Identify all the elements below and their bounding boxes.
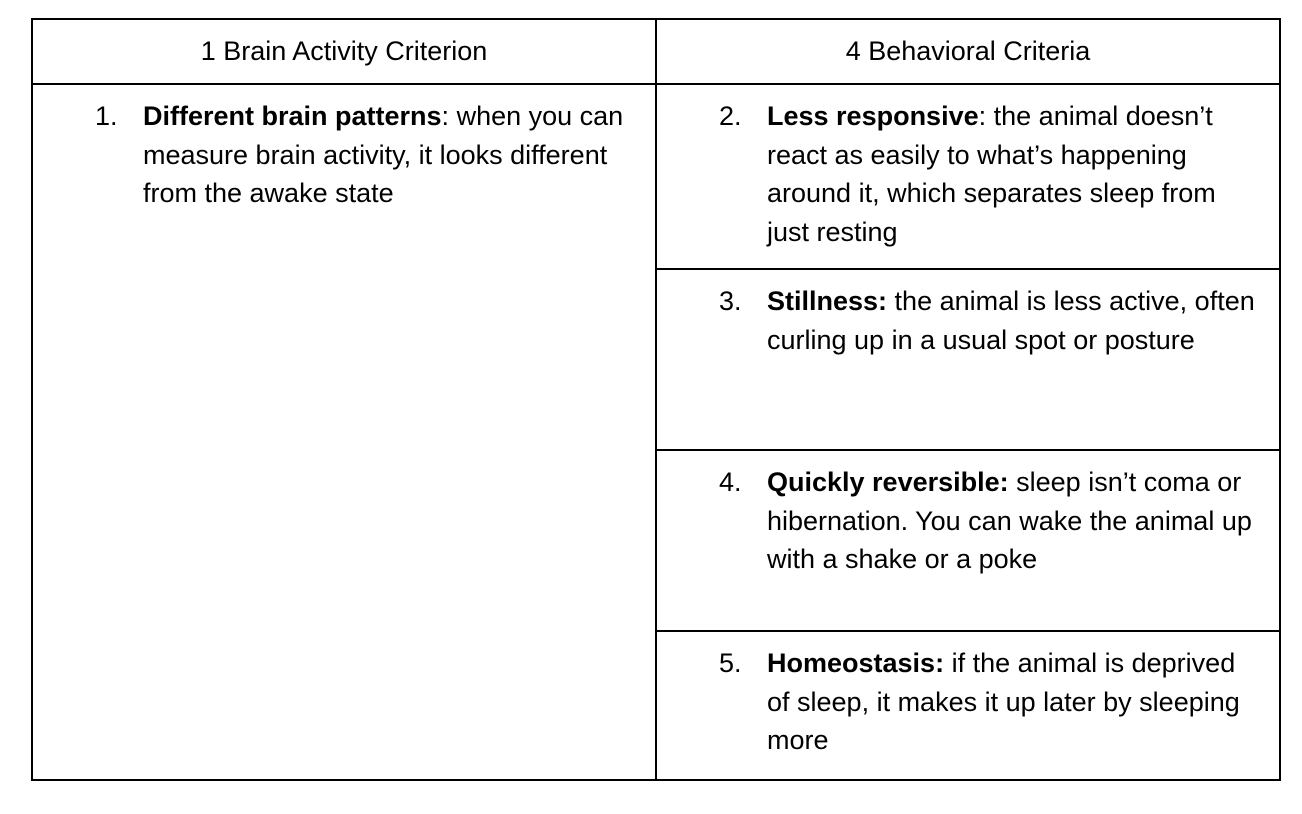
- criterion-number: 3.: [719, 286, 742, 316]
- criterion-term: Quickly reversible:: [767, 467, 1009, 497]
- criterion-number: 1.: [95, 101, 118, 131]
- behavioral-cell: [656, 84, 1280, 269]
- criterion-separator: :: [441, 101, 450, 131]
- criterion-description: the animal is less active, often curling up in a usual spot or posture: [767, 286, 1255, 355]
- criterion-description: the animal doesn’t react as easily to what’s happening around it, which separates sleep from just resting: [767, 101, 1216, 247]
- criterion-description: when you can measure brain activity, it looks different from the awake state: [143, 101, 624, 208]
- brain-activity-cell: [32, 84, 656, 780]
- criterion-number: 4.: [719, 467, 742, 497]
- behavioral-cell: [656, 631, 1280, 780]
- criterion-separator: :: [978, 101, 987, 131]
- behavioral-cell: [656, 450, 1280, 631]
- criterion-term: Homeostasis:: [767, 648, 945, 678]
- criterion-term: Different brain patterns: [143, 101, 442, 131]
- behavioral-cell: [656, 269, 1280, 450]
- criterion-3: [719, 282, 1259, 359]
- criterion-term: Stillness:: [767, 286, 888, 316]
- criterion-description: sleep isn’t coma or hibernation. You can wake the animal up with a shake or a poke: [767, 467, 1252, 574]
- criterion-number: 5.: [719, 648, 742, 678]
- header-brain-activity: 1 Brain Activity Criterion: [32, 19, 656, 84]
- criterion-4: [719, 463, 1259, 579]
- criteria-table: [31, 18, 1281, 781]
- criterion-2: [719, 97, 1259, 251]
- header-behavioral: 4 Behavioral Criteria: [656, 19, 1280, 84]
- criterion-description: if the animal is deprived of sleep, it makes it up later by sleeping more: [767, 648, 1240, 755]
- criterion-1: [95, 97, 625, 213]
- criterion-5: [719, 644, 1259, 760]
- criterion-term: Less responsive: [767, 101, 979, 131]
- criterion-number: 2.: [719, 101, 742, 131]
